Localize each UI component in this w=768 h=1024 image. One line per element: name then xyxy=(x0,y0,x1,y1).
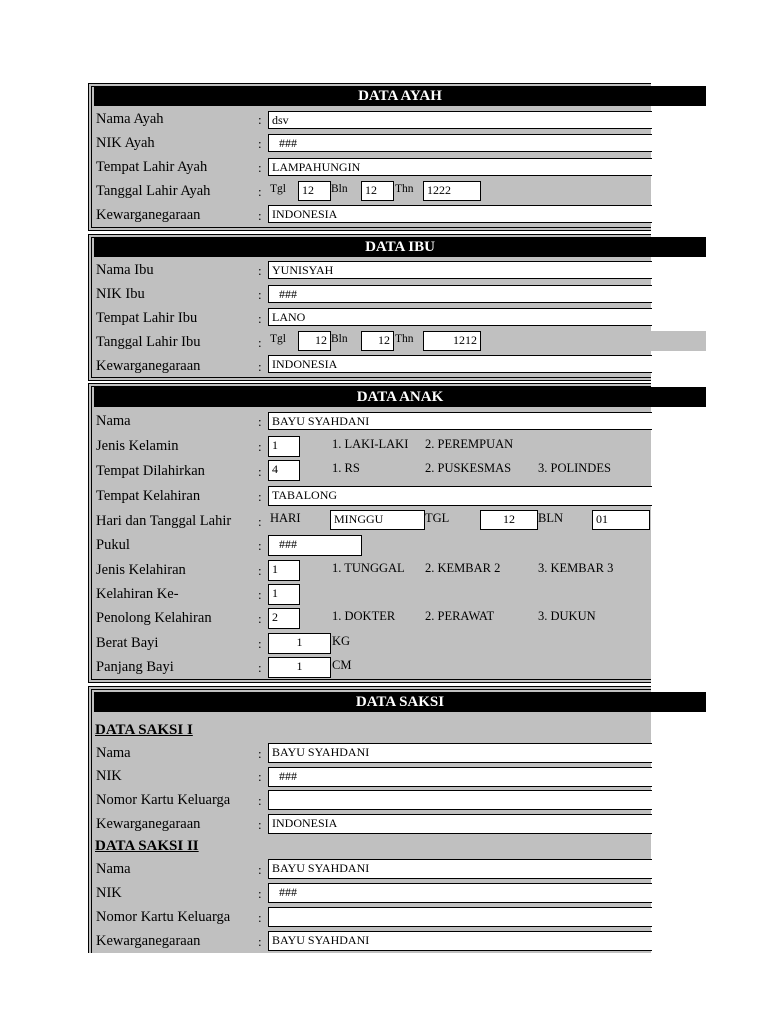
field-berat-bayi[interactable]: 1 xyxy=(268,633,331,654)
field-kewarganegaraan-saksi-1[interactable]: INDONESIA xyxy=(268,814,652,834)
label-tempat-kelahiran: Tempat Kelahiran xyxy=(96,488,201,504)
colon: : xyxy=(258,910,262,925)
field-kewarganegaraan-ayah[interactable]: INDONESIA xyxy=(268,205,652,223)
colon: : xyxy=(258,769,262,784)
section-title-ibu: DATA IBU xyxy=(94,237,706,257)
option-dokter: 1. DOKTER xyxy=(332,609,396,623)
unit-cm: CM xyxy=(332,658,352,672)
label-nama-saksi-1: Nama xyxy=(96,745,131,761)
label-kk-saksi-1: Nomor Kartu Keluarga xyxy=(96,792,231,808)
field-kk-saksi-2[interactable] xyxy=(268,907,652,927)
label-nik-ayah: NIK Ayah xyxy=(96,135,155,151)
colon: : xyxy=(258,160,262,175)
field-nama-saksi-1[interactable]: BAYU SYAHDANI xyxy=(268,743,652,763)
label-bln-anak: BLN xyxy=(538,511,563,525)
field-nama-anak[interactable]: BAYU SYAHDANI xyxy=(268,412,652,430)
field-tempat-lahir-ibu[interactable]: LANO xyxy=(268,308,652,326)
label-nama-saksi-2: Nama xyxy=(96,861,131,877)
label-kewarganegaraan-ayah: Kewarganegaraan xyxy=(96,207,201,223)
colon: : xyxy=(258,311,262,326)
colon: : xyxy=(258,208,262,223)
section-anak-frame xyxy=(91,386,651,680)
field-bln-ibu[interactable]: 12 xyxy=(361,331,394,351)
colon: : xyxy=(258,359,262,374)
label-tempat-dilahirkan: Tempat Dilahirkan xyxy=(96,463,205,479)
field-nik-ibu[interactable]: ### xyxy=(268,285,652,303)
field-nama-saksi-2[interactable]: BAYU SYAHDANI xyxy=(268,859,652,879)
colon: : xyxy=(258,335,262,350)
option-kembar-3: 3. KEMBAR 3 xyxy=(538,561,614,575)
field-nik-ayah[interactable]: ### xyxy=(268,134,652,152)
field-bln-ayah[interactable]: 12 xyxy=(361,181,394,201)
label-thn: Thn xyxy=(395,183,414,195)
label-hari-tanggal-lahir: Hari dan Tanggal Lahir xyxy=(96,513,232,529)
field-tempat-kelahiran[interactable]: TABALONG xyxy=(268,486,652,506)
field-tgl-ayah[interactable]: 12 xyxy=(298,181,331,201)
colon: : xyxy=(258,136,262,151)
colon: : xyxy=(258,538,262,553)
field-hari[interactable]: MINGGU xyxy=(330,510,425,530)
colon: : xyxy=(258,263,262,278)
section-title-saksi: DATA SAKSI xyxy=(94,692,706,712)
field-bln-anak[interactable]: 01 xyxy=(592,510,650,530)
field-tgl-ibu[interactable]: 12 xyxy=(298,331,331,351)
colon: : xyxy=(258,746,262,761)
field-tgl-anak[interactable]: 12 xyxy=(480,510,538,530)
colon: : xyxy=(258,636,262,651)
label-penolong-kelahiran: Penolong Kelahiran xyxy=(96,610,212,626)
label-tgl: Tgl xyxy=(270,183,286,195)
field-tempat-dilahirkan[interactable]: 4 xyxy=(268,460,300,481)
section-title-ayah: DATA AYAH xyxy=(94,86,706,106)
label-nik-saksi-1: NIK xyxy=(96,768,122,784)
colon: : xyxy=(258,414,262,429)
section-title-anak: DATA ANAK xyxy=(94,387,706,407)
unit-kg: KG xyxy=(332,634,351,648)
colon: : xyxy=(258,184,262,199)
colon: : xyxy=(258,587,262,602)
label-tanggal-lahir-ayah: Tanggal Lahir Ayah xyxy=(96,183,211,199)
colon: : xyxy=(258,817,262,832)
label-tanggal-lahir-ibu: Tanggal Lahir Ibu xyxy=(96,334,201,350)
colon: : xyxy=(258,489,262,504)
field-nik-saksi-1[interactable]: ### xyxy=(268,767,652,787)
option-polindes: 3. POLINDES xyxy=(538,461,611,475)
field-kelahiran-ke[interactable]: 1 xyxy=(268,584,300,605)
label-bln: Bln xyxy=(331,183,348,195)
colon: : xyxy=(258,934,262,949)
field-pukul[interactable]: ### xyxy=(268,535,362,556)
colon: : xyxy=(258,514,262,529)
label-nama-ibu: Nama Ibu xyxy=(96,262,154,278)
colon: : xyxy=(258,287,262,302)
field-kk-saksi-1[interactable] xyxy=(268,790,652,810)
label-tempat-lahir-ayah: Tempat Lahir Ayah xyxy=(96,159,208,175)
label-nik-saksi-2: NIK xyxy=(96,885,122,901)
label-hari: HARI xyxy=(270,511,301,525)
option-puskesmas: 2. PUSKESMAS xyxy=(425,461,512,475)
field-panjang-bayi[interactable]: 1 xyxy=(268,657,331,678)
field-nama-ibu[interactable]: YUNISYAH xyxy=(268,261,652,279)
label-jenis-kelahiran: Jenis Kelahiran xyxy=(96,562,186,578)
colon: : xyxy=(258,611,262,626)
option-tunggal: 1. TUNGGAL xyxy=(332,561,405,575)
label-panjang-bayi: Panjang Bayi xyxy=(96,659,174,675)
field-tempat-lahir-ayah[interactable]: LAMPAHUNGIN xyxy=(268,158,652,176)
colon: : xyxy=(258,464,262,479)
field-kewarganegaraan-saksi-2[interactable]: BAYU SYAHDANI xyxy=(268,931,652,951)
label-tgl-anak: TGL xyxy=(425,511,450,525)
label-kewarganegaraan-saksi-1: Kewarganegaraan xyxy=(96,816,201,832)
option-perawat: 2. PERAWAT xyxy=(425,609,495,623)
field-nik-saksi-2[interactable]: ### xyxy=(268,883,652,903)
label-tempat-lahir-ibu: Tempat Lahir Ibu xyxy=(96,310,198,326)
label-nama-anak: Nama xyxy=(96,413,131,429)
colon: : xyxy=(258,563,262,578)
option-dukun: 3. DUKUN xyxy=(538,609,596,623)
label-pukul: Pukul xyxy=(96,537,130,553)
field-jenis-kelahiran[interactable]: 1 xyxy=(268,560,300,581)
colon: : xyxy=(258,862,262,877)
label-kewarganegaraan-saksi-2: Kewarganegaraan xyxy=(96,933,201,949)
label-kelahiran-ke: Kelahiran Ke- xyxy=(96,586,179,602)
label-tgl: Tgl xyxy=(270,333,286,345)
colon: : xyxy=(258,886,262,901)
field-nama-ayah[interactable]: dsv xyxy=(268,111,652,129)
label-jenis-kelamin: Jenis Kelamin xyxy=(96,438,179,454)
label-kewarganegaraan-ibu: Kewarganegaraan xyxy=(96,358,201,374)
subsection-title-saksi-1: DATA SAKSI I xyxy=(95,722,193,738)
option-perempuan: 2. PEREMPUAN xyxy=(425,437,514,451)
label-nama-ayah: Nama Ayah xyxy=(96,111,164,127)
colon: : xyxy=(258,793,262,808)
label-kk-saksi-2: Nomor Kartu Keluarga xyxy=(96,909,231,925)
colon: : xyxy=(258,112,262,127)
gray-strip xyxy=(650,331,706,351)
field-thn-ibu[interactable]: 1212 xyxy=(423,331,481,351)
field-penolong-kelahiran[interactable]: 2 xyxy=(268,608,300,629)
option-rs: 1. RS xyxy=(332,461,360,475)
label-bln: Bln xyxy=(331,333,348,345)
label-nik-ibu: NIK Ibu xyxy=(96,286,145,302)
colon: : xyxy=(258,439,262,454)
label-thn: Thn xyxy=(395,333,414,345)
subsection-title-saksi-2: DATA SAKSI II xyxy=(95,838,199,854)
option-laki-laki: 1. LAKI-LAKI xyxy=(332,437,409,451)
option-kembar-2: 2. KEMBAR 2 xyxy=(425,561,501,575)
label-berat-bayi: Berat Bayi xyxy=(96,635,159,651)
field-jenis-kelamin[interactable]: 1 xyxy=(268,436,300,457)
field-thn-ayah[interactable]: 1222 xyxy=(423,181,481,201)
colon: : xyxy=(258,660,262,675)
field-kewarganegaraan-ibu[interactable]: INDONESIA xyxy=(268,355,652,373)
